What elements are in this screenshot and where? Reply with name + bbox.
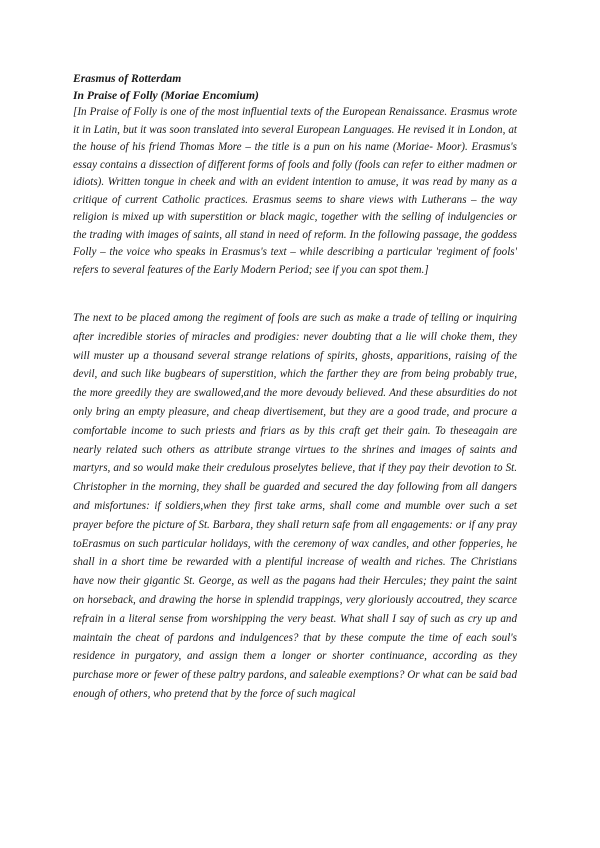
title-heading: In Praise of Folly (Moriae Encomium): [73, 89, 259, 102]
document-page: [73, 70, 517, 704]
author-heading: Erasmus of Rotterdam: [73, 72, 182, 85]
passage-paragraph: The next to be placed among the regiment of fools are such as make a trade of telling or inquiring after incredible stories of miracles and prodigies: never doubting that a lie will choke them, they will muster up a thousand several strange relations of spirits, ghosts, apparitions, raising of the devil, and such like bugbears of superstition, which the farther they are from being probably true, the more greedily they are swallowed,and the more devoudy believed. And these absurdities do not only bring an empty pleasure, and cheap divertisement, but they are a good trade, and procure a comfortable income to such priests and friars as by this craft get their gain. To theseagain are nearly related such others as attribute strange virtues to the shrines and images of saints and martyrs, and so would make their credulous proselytes believe, that if they pay their devotion to St. Christopher in the morning, they shall be guarded and secured the day following from all dangers and misfortunes: if soldiers,when they first take arms, shall come and mumble over such a set prayer before the picture of St. Barbara, they shall return safe from all engagements: or if any pray toErasmus on such particular holidays, with the ceremony of wax candles, and other fopperies, he shall in a short time be rewarded with a plentiful increase of wealth and riches. The Christians have now their gigantic St. George, as well as the pagans had their Hercules; they paint the saint on horseback, and drawing the horse in splendid trappings, very gloriously accoutred, they scarce refrain in a literal sense from worshipping the very beast. What shall I say of such as cry up and maintain the cheat of pardons and indulgences? that by these compute the time of each soul's residence in purgatory, and assign them a longer or shorter continuance, according as they purchase more or fewer of these paltry pardons, and saleable exemptions? Or what can be said bad enough of others, who pretend that by the force of such magical: [73, 312, 517, 700]
introduction-paragraph: [In Praise of Folly is one of the most influential texts of the European Renaissance. Erasmus wrote it in Latin, but it was soon translated into several European Languages. He revised it in London, at the house of his friend Thomas More – the title is a pun on his name (Moriae- Moor). Erasmus's essay contains a dissection of different forms of fools and folly (fools can refer to either madmen or idiots). Written tongue in cheek and with an evident intention to amuse, it was read by many as a critique of current Catholic practices. Erasmus seems to share views with Lutherans – the way religion is mixed up with superstition or black magic, together with the selling of indulgencies or the trading with images of saints, all stand in need of reform. In the following passage, the goddess Folly – the voice who speaks in Erasmus's text – while describing a particular 'regiment of fools' refers to several features of the Early Modern Period; see if you can spot them.]: [73, 106, 517, 276]
